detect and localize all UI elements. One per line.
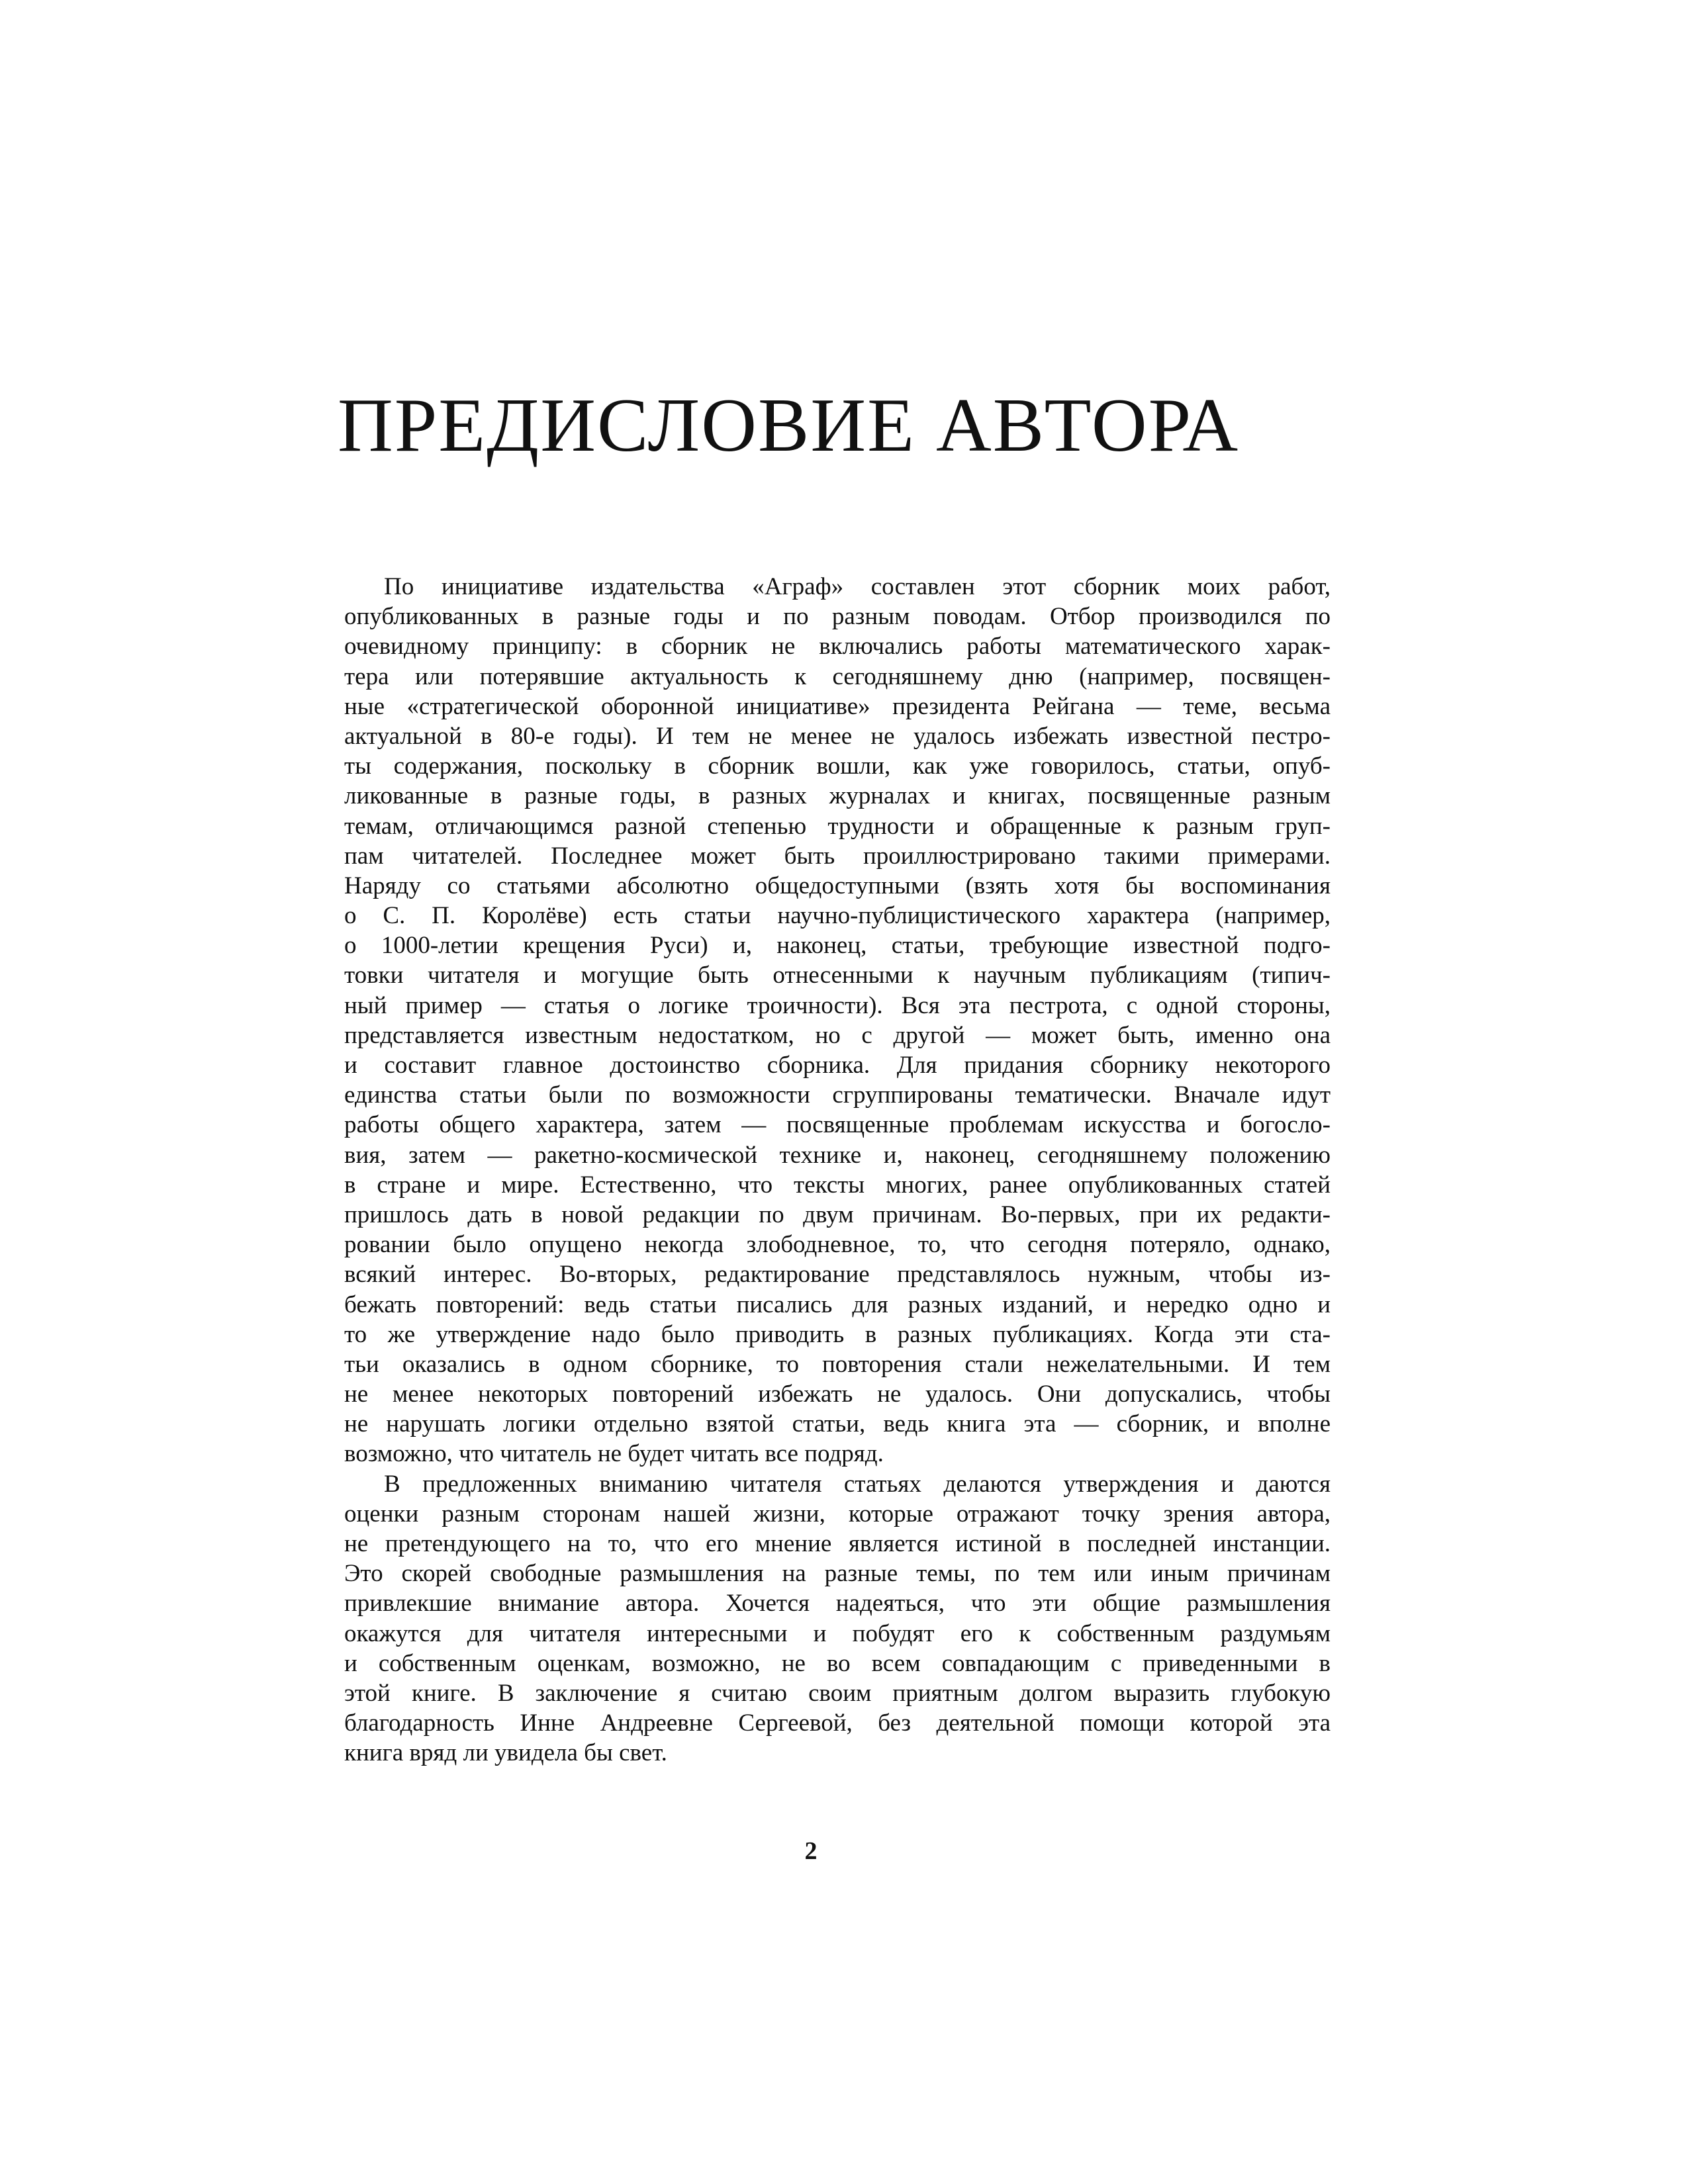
chapter-title: ПРЕДИСЛОВИЕ АВТОРА <box>338 383 1240 468</box>
text-line: По инициативе издательства «Аграф» составлен этот сборник моих работ, <box>384 573 1331 600</box>
text-line: ровании было опущено некогда злободневное, то, что сегодня потеряло, однако, <box>344 1231 1331 1259</box>
text-line: вия, затем — ракетно-космической технике и, наконец, сегодняшнему положению <box>344 1141 1331 1169</box>
text-line: единства статьи были по возможности сгруппированы тематически. Вначале идут <box>344 1081 1331 1109</box>
text-line: представляется известным недостатком, но с другой — может быть, именно она <box>344 1021 1331 1049</box>
text-line: окажутся для читателя интересными и побудят его к собственным раздумьям <box>344 1619 1331 1647</box>
text-line: тера или потерявшие актуальность к сегодняшнему дню (например, посвящен- <box>344 662 1331 690</box>
text-line: не нарушать логики отдельно взятой статьи, ведь книга эта — сборник, и вполне <box>344 1410 1331 1438</box>
text-line: работы общего характера, затем — посвященные проблемам искусства и богосло- <box>344 1111 1331 1139</box>
text-line: очевидному принципу: в сборник не включались работы математического харак- <box>344 633 1331 660</box>
text-line: всякий интерес. Во-вторых, редактирование представлялось нужным, чтобы из- <box>344 1261 1331 1289</box>
text-line: ный пример — статья о логике троичности). Вся эта пестрота, с одной стороны, <box>344 991 1331 1019</box>
text-line: Это скорей свободные размышления на разные темы, по тем или иным причинам <box>344 1560 1331 1588</box>
text-line: не менее некоторых повторений избежать не удалось. Они допускались, чтобы <box>344 1381 1331 1408</box>
text-line: пам читателей. Последнее может быть проиллюстрировано такими примерами. <box>344 842 1331 870</box>
text-line: о С. П. Королёве) есть статьи научно-публицистического характера (например, <box>344 902 1331 930</box>
text-line: товки читателя и могущие быть отнесенными к научным публикациям (типич- <box>344 962 1331 989</box>
text-line: привлекшие внимание автора. Хочется надеяться, что эти общие размышления <box>344 1590 1331 1617</box>
text-line: благодарность Инне Андреевне Сергеевой, без деятельной помощи которой эта <box>344 1709 1331 1737</box>
text-line: тьи оказались в одном сборнике, то повторения стали нежелательными. И тем <box>344 1350 1331 1378</box>
text-line: бежать повторений: ведь статьи писались для разных изданий, и нередко одно и <box>344 1291 1331 1318</box>
text-line: ликованные в разные годы, в разных журналах и книгах, посвященные разным <box>344 782 1331 810</box>
text-line: В предложенных вниманию читателя статьях делаются утверждения и даются <box>384 1470 1331 1498</box>
text-line: актуальной в 80-е годы). И тем не менее не удалось избежать известной пестро- <box>344 722 1331 750</box>
text-line: пришлось дать в новой редакции по двум причинам. Во-первых, при их редакти- <box>344 1201 1331 1228</box>
text-line: то же утверждение надо было приводить в разных публикациях. Когда эти ста- <box>344 1320 1331 1348</box>
text-line: оценки разным сторонам нашей жизни, которые отражают точку зрения автора, <box>344 1500 1331 1527</box>
text-line: этой книге. В заключение я считаю своим приятным долгом выразить глубокую <box>344 1679 1331 1707</box>
text-line: опубликованных в разные годы и по разным поводам. Отбор производился по <box>344 603 1331 631</box>
text-line: темам, отличающимся разной степенью трудности и обращенные к разным груп- <box>344 812 1331 840</box>
text-line: книга вряд ли увидела бы свет. <box>344 1739 667 1767</box>
body-text <box>344 572 1331 1768</box>
text-line: не претендующего на то, что его мнение является истиной в последней инстанции. <box>344 1530 1331 1557</box>
text-line: и собственным оценкам, возможно, не во всем совпадающим с приведенными в <box>344 1649 1331 1677</box>
text-line: Наряду со статьями абсолютно общедоступными (взять хотя бы воспоминания <box>344 872 1331 899</box>
paragraph <box>344 1469 1331 1768</box>
text-line: ные «стратегической оборонной инициативе» президента Рейгана — теме, весьма <box>344 692 1331 720</box>
text-line: возможно, что читатель не будет читать все подряд. <box>344 1440 884 1468</box>
text-line: и составит главное достоинство сборника. Для придания сборнику некоторого <box>344 1052 1331 1079</box>
paragraph <box>344 572 1331 1469</box>
text-line: в стране и мире. Естественно, что тексты многих, ранее опубликованных статей <box>344 1171 1331 1199</box>
text-line: ты содержания, поскольку в сборник вошли, как уже говорилось, статьи, опуб- <box>344 752 1331 780</box>
page-number: 2 <box>804 1837 818 1865</box>
text-line: о 1000-летии крещения Руси) и, наконец, статьи, требующие известной подго- <box>344 932 1331 960</box>
